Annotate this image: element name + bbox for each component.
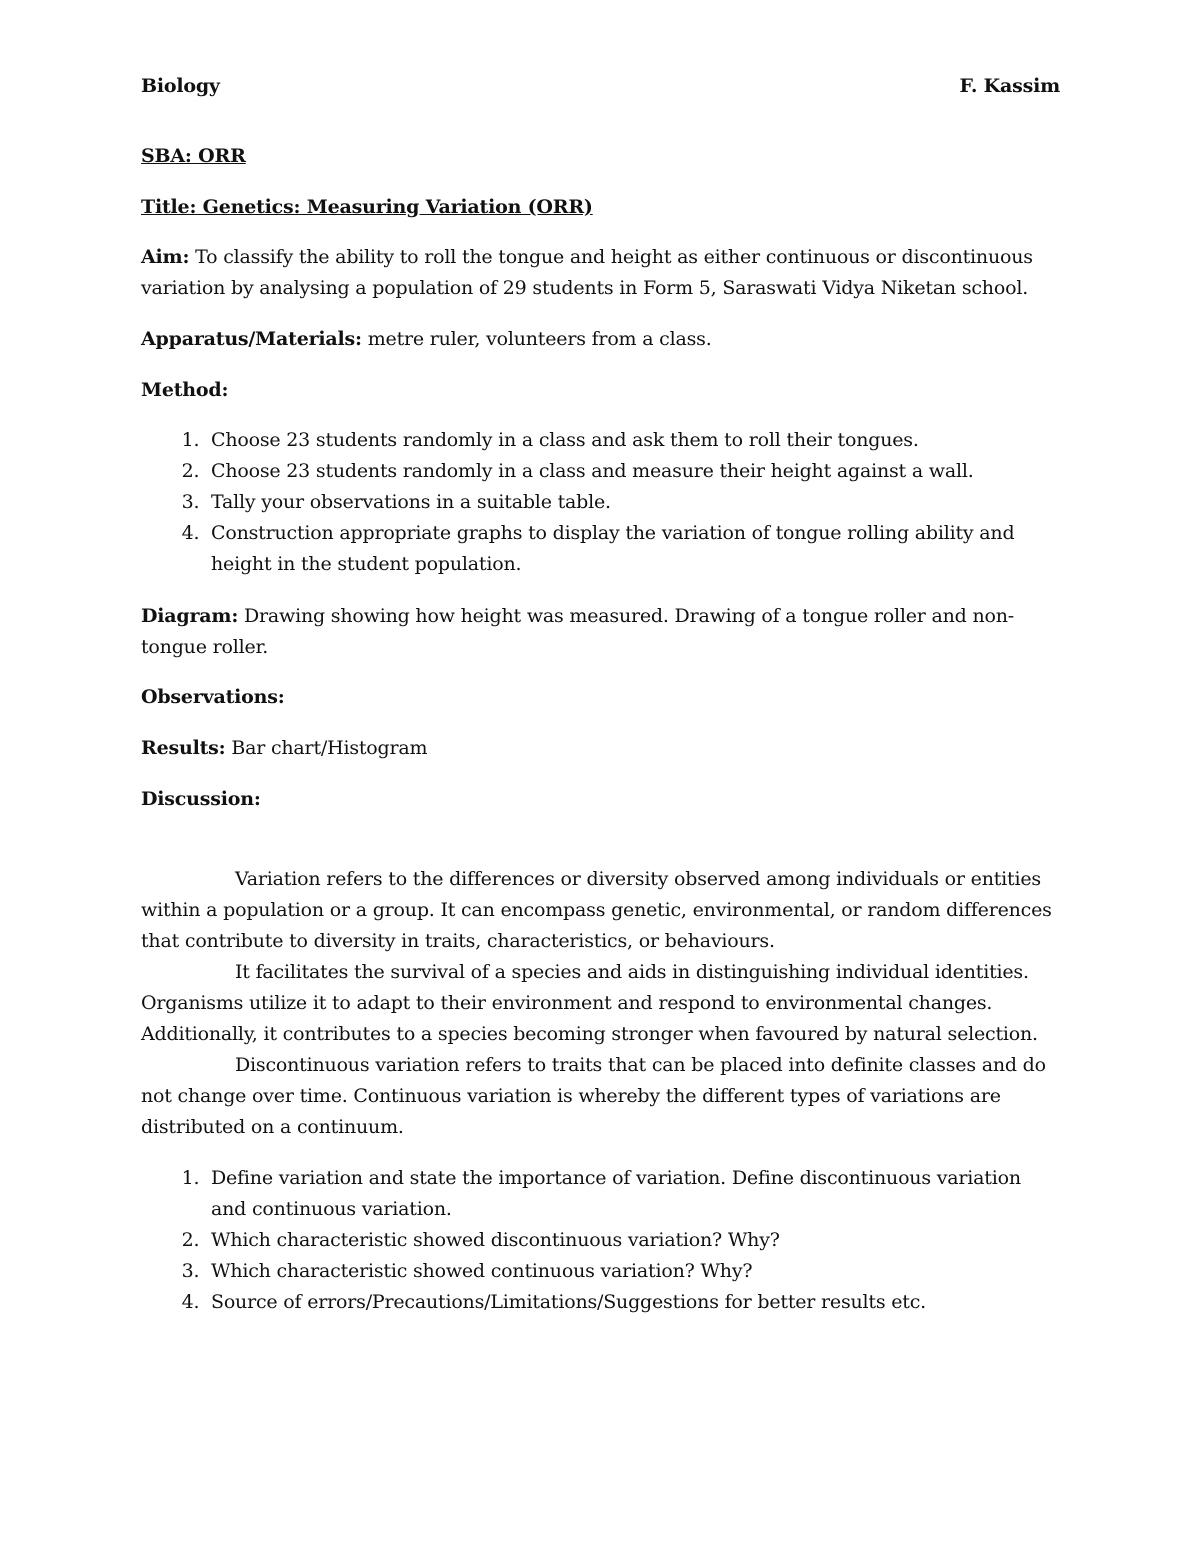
discussion-question: 1. Define variation and state the importance of variation. Define discontinuous variation and continuous variation.	[211, 1163, 1060, 1225]
diagram-label: Diagram:	[141, 605, 239, 627]
discussion-questions	[141, 1163, 1060, 1318]
discussion-question: 3. Which characteristic showed continuous variation? Why?	[211, 1256, 1060, 1287]
method-step: 3. Tally your observations in a suitable table.	[211, 487, 1060, 518]
method-step: 1. Choose 23 students randomly in a class and ask them to roll their tongues.	[211, 425, 1060, 456]
results-label: Results:	[141, 737, 226, 759]
discussion-heading	[141, 784, 1060, 815]
aim-label: Aim:	[141, 246, 190, 268]
aim-text: To classify the ability to roll the tongue and height as either continuous or discontinuous variation by analysing a population of 29 students in Form 5, Saraswati Vidya Niketan school.	[141, 246, 1033, 299]
apparatus-label: Apparatus/Materials:	[141, 328, 362, 350]
method-label: Method:	[141, 379, 229, 401]
observations-heading	[141, 682, 1060, 713]
method-heading	[141, 375, 1060, 406]
discussion-question: 2. Which characteristic showed discontinuous variation? Why?	[211, 1225, 1060, 1256]
method-step: 2. Choose 23 students randomly in a class and measure their height against a wall.	[211, 456, 1060, 487]
discussion-question: 4. Source of errors/Precautions/Limitations/Suggestions for better results etc.	[211, 1287, 1060, 1318]
discussion-body	[141, 864, 1060, 1143]
apparatus-section	[141, 324, 1060, 355]
subject-label: Biology	[141, 75, 220, 97]
diagram-section	[141, 601, 1060, 663]
apparatus-text: metre ruler, volunteers from a class.	[367, 328, 712, 350]
document-title: Title: Genetics: Measuring Variation (ORR)	[141, 196, 593, 218]
diagram-text: Drawing showing how height was measured. Drawing of a tongue roller and non-tongue roller.	[141, 605, 1014, 658]
results-section	[141, 733, 1060, 764]
author-label: F. Kassim	[959, 75, 1060, 97]
method-step: 4. Construction appropriate graphs to display the variation of tongue rolling ability and height in the student population.	[211, 518, 1060, 580]
discussion-paragraph: Variation refers to the differences or diversity observed among individuals or entities within a population or a group. It can encompass genetic, environmental, or random differences that contribute to diversity in traits, characteristics, or behaviours.	[141, 868, 1052, 952]
discussion-label: Discussion:	[141, 788, 261, 810]
method-list	[141, 425, 1060, 580]
observations-label: Observations:	[141, 686, 285, 708]
aim-section	[141, 242, 1060, 304]
results-text: Bar chart/Histogram	[231, 737, 428, 759]
page-header	[141, 71, 1060, 102]
sba-heading: SBA: ORR	[141, 145, 246, 167]
discussion-paragraph: Discontinuous variation refers to traits that can be placed into definite classes and do not change over time. Continuous variation is whereby the different types of variations are distributed on a continuum.	[141, 1054, 1046, 1138]
discussion-paragraph: It facilitates the survival of a species and aids in distinguishing individual identities. Organisms utilize it to adapt to their environment and respond to environmental changes. Additionally, it contributes to a species becoming stronger when favoured by natural selection.	[141, 961, 1038, 1045]
